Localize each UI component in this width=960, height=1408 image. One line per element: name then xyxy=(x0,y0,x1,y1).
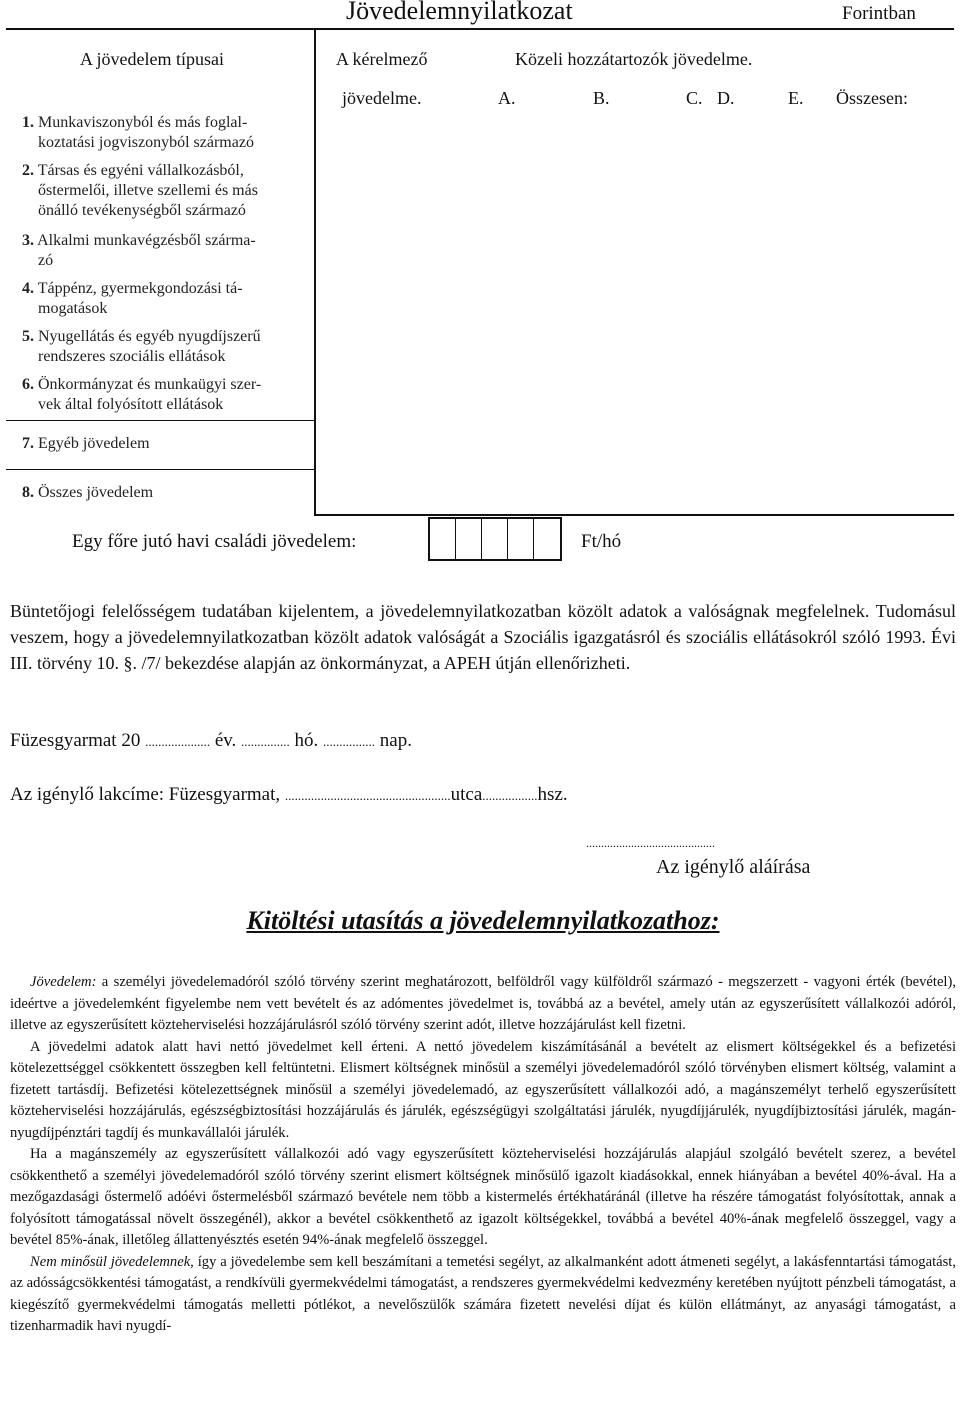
instructions-paragraph: A jövedelmi adatok alatt havi nettó jövedelmet kell érteni. A nettó jövedelem kiszámításánál a bevételt az elismert költségekkel és a befizetési kötelezettséggel csökkentett összegben kell feltüntetni. Elismert költségnek minősül a személyi jövedelemadóról szóló törvényben elismert költség, valamint a fizetett tartásdíj. Befizetési kötelezettségnek minősül a személyi jövedelemadó, az egyszerűsített vállalkozói adó, a magánszemélyt terhelő egyszerűsített közteherviselési hozzájárulás, egészségbiztosítási hozzájárulás és járulék, egészségügyi szolgáltatási járulék, nyugdíjjárulék, nyugdíjbiztosítási járulék, magán-nyugdíjpénztári tagdíj és munkavállalói járulék. xyxy=(10,1038,956,1141)
instructions-paragraph xyxy=(10,1252,956,1338)
category-label-cont: mogatások xyxy=(38,300,108,317)
category-number: 5. xyxy=(22,328,34,345)
category-label: Alkalmi munkavégzésből szárma- xyxy=(37,232,256,249)
signature-line[interactable]: ........................................... xyxy=(586,836,715,850)
table-bottom-border xyxy=(314,514,954,516)
house-number-fill[interactable]: ................. xyxy=(482,788,538,803)
col-member-a: A. xyxy=(498,88,516,108)
digit-box[interactable] xyxy=(456,519,482,559)
house-number-label: hsz. xyxy=(537,784,568,805)
col-income-types-header: A jövedelem típusai xyxy=(80,49,224,69)
per-capita-unit: Ft/hó xyxy=(581,531,622,552)
col-member-e: E. xyxy=(788,88,804,108)
address-label: Az igénylő lakcíme: Füzesgyarmat, xyxy=(10,784,281,805)
month-fill[interactable]: ............... xyxy=(241,734,290,749)
category-label: Munkaviszonyból és más foglal- xyxy=(38,114,248,131)
per-capita-label: Egy főre jutó havi családi jövedelem: xyxy=(72,531,357,552)
category-label-cont: őstermelői, illetve szellemi és más xyxy=(38,182,258,199)
form-title: Jövedelemnyilatkozat xyxy=(346,0,573,25)
paragraph-text: a személyi jövedelemadóról szóló törvény szerint meghatározott, belföldről vagy külföldről származó - megszerzett - vagyoni érték (bevétel), ideértve a jövedelemként figyelembe nem vett bevételt és az adómentes jövedelmet is, továbbá az a bevétel, amely után az egyszerűsített vállalkozói adóról, illetve az egyszerűsített közteherviselési hozzájárulásról szóló törvény szerint adót, illetve hozzájárulást kell fizetni. xyxy=(10,974,956,1033)
col-total: Összesen: xyxy=(836,88,908,108)
street-label: utca xyxy=(450,784,483,805)
digit-box[interactable] xyxy=(508,519,534,559)
category-label: Összes jövedelem xyxy=(38,484,154,501)
category-label: Egyéb jövedelem xyxy=(38,435,150,452)
signature-label: Az igénylő aláírása xyxy=(656,856,811,878)
col-member-c: C. xyxy=(686,88,703,108)
currency-note: Forintban xyxy=(842,3,916,24)
category-row-1 xyxy=(22,113,254,153)
category-label-cont: vek által folyósított ellátások xyxy=(38,396,224,413)
category-number: 4. xyxy=(22,280,34,297)
paragraph-text: így a jövedelembe sem kell beszámítani a temetési segélyt, az alkalmanként adott átmeneti segélyt, a lakásfenntartási támogatást, az adósságcsökkentési támogatást, a rendkívüli gyermekvédelmi támogatást, a rendszeres gyermekvédelmi kedvezmény keretében nyújtott pénzbeli támogatást, a kiegészítő gyermekvédelmi támogatás melletti pótlékot, a nevelőszülők számára fizetett nevelési díjat és külön ellátmányt, az anyasági támogatást, a tizenharmadik havi nyugdí- xyxy=(10,1253,956,1334)
term-not-income: Nem minősül jövedelemnek, xyxy=(30,1253,194,1270)
col-applicant-header: A kérelmező xyxy=(336,49,428,69)
col-relatives-header: Közeli hozzátartozók jövedelme. xyxy=(515,49,753,69)
category-label-cont: önálló tevékenységből származó xyxy=(38,202,246,219)
declaration-text: Büntetőjogi felelősségem tudatában kijelentem, a jövedelemnyilatkozatban közölt adatok a valóságnak megfelelnek. Tudomásul veszem, hogy a jövedelemnyilatkozatban közölt adatok valóságát a Szociális igazgatásról és szociális ellátásokról szóló 1993. Évi III. törvény 10. §. /7/ bekezdése alapján az önkormányzat, a APEH útján ellenőrizheti. xyxy=(10,601,956,673)
category-label: Táppénz, gyermekgondozási tá- xyxy=(37,280,243,297)
category-label-cont: rendszeres szociális ellátások xyxy=(38,348,226,365)
col-member-b: B. xyxy=(593,88,610,108)
term-income: Jövedelem: xyxy=(30,974,97,990)
category-number: 7. xyxy=(22,435,34,452)
year-label: év. xyxy=(214,730,237,751)
category-label: Társas és egyéni vállalkozásból, xyxy=(37,162,244,179)
date-place: Füzesgyarmat 20 xyxy=(10,730,141,751)
category-number: 8. xyxy=(22,484,34,501)
category-label-cont: koztatási jogviszonyból származó xyxy=(38,134,254,151)
row-divider xyxy=(6,469,314,470)
category-row-3 xyxy=(22,231,256,271)
date-line xyxy=(10,729,412,754)
category-label: Önkormányzat és munkaügyi szer- xyxy=(38,376,262,393)
category-label: Nyugellátás és egyéb nyugdíjszerű xyxy=(38,328,261,345)
digit-box[interactable] xyxy=(534,519,560,559)
category-label-cont: zó xyxy=(38,252,54,269)
category-number: 6. xyxy=(22,376,34,393)
street-fill[interactable]: ................................................... xyxy=(284,788,451,803)
category-row-6 xyxy=(22,375,261,415)
table-top-border xyxy=(6,28,954,30)
category-row-8 xyxy=(22,483,153,503)
instructions-body xyxy=(10,972,956,1338)
col-applicant-subheader: jövedelme. xyxy=(342,88,422,108)
year-fill[interactable]: .................... xyxy=(145,734,211,749)
instructions-paragraph: Ha a magánszemély az egyszerűsített vállalkozói adó vagy egyszerűsített közteherviselési hozzájárulás alapjául szolgáló bevételt szerez, a bevétel csökkenthető a személyi jövedelemadóról szóló törvény szerint elismert költségnek minősülő igazolt kiadásokkal, ennek hiányában a bevétel 40%-ával. Ha a mezőgazdasági őstermelő adóévi őstermelésből származó bevétele nem több a kistermelés értékhatáránál (illetve ha részére támogatást folyósítottak, annak a folyósított támogatással növelt összegénél), akkor a bevétel csökkenthető az igazolt költségekkel, továbbá a bevétel 40%-ának megfelelő összeggel, vagy a bevétel 85%-ának, illetőleg állattenyésztés esetén 94%-ának megfelelő összeggel. xyxy=(10,1146,956,1248)
row-divider xyxy=(6,420,314,421)
instructions-paragraph xyxy=(10,972,956,1037)
day-fill[interactable]: ................ xyxy=(323,734,376,749)
day-label: nap. xyxy=(379,730,412,751)
category-row-5 xyxy=(22,327,261,367)
digit-box[interactable] xyxy=(482,519,508,559)
table-column-divider xyxy=(314,29,316,516)
category-number: 3. xyxy=(22,232,34,249)
category-row-4 xyxy=(22,279,243,319)
digit-box[interactable] xyxy=(430,519,456,559)
per-capita-input-boxes[interactable] xyxy=(428,517,562,561)
category-row-2 xyxy=(22,161,258,221)
col-member-d: D. xyxy=(717,88,735,108)
month-label: hó. xyxy=(294,730,319,751)
address-line xyxy=(10,783,568,808)
category-number: 2. xyxy=(22,162,34,179)
category-number: 1. xyxy=(22,114,34,131)
category-row-7 xyxy=(22,434,150,454)
instructions-title: Kitöltési utasítás a jövedelemnyilatkozathoz: xyxy=(246,906,720,935)
